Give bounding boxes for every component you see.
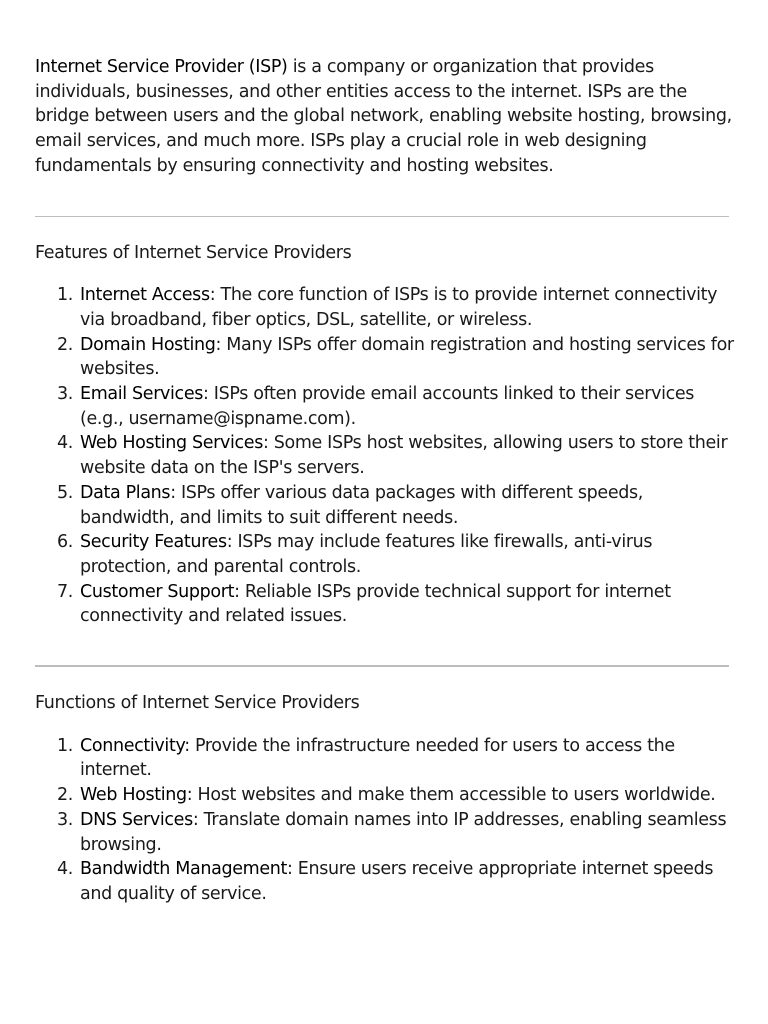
list-number: 4. [57, 859, 73, 880]
item-term: Data Plans [80, 482, 171, 503]
features-list [35, 283, 735, 629]
item-text: : Host websites and make them accessible to users worldwide. [186, 785, 716, 806]
list-item [35, 283, 735, 332]
intro-term: Internet Service Provider (ISP) [35, 57, 288, 77]
list-number: 2. [57, 334, 73, 355]
section-divider [35, 665, 729, 667]
list-item [35, 734, 735, 783]
list-number: 4. [57, 433, 73, 454]
list-item [35, 808, 735, 857]
item-term: Security Features [80, 532, 227, 553]
functions-heading: Functions of Internet Service Providers [35, 693, 360, 714]
list-item [35, 431, 735, 480]
list-item [35, 382, 735, 431]
item-text: : ISPs often provide email accounts linked to their services (e.g., username@ispname.com). [80, 384, 695, 429]
list-number: 5. [57, 482, 73, 503]
item-term: Web Hosting Services [80, 433, 263, 454]
list-item [35, 481, 735, 530]
item-text: : ISPs may include features like firewalls, anti-virus protection, and parental controls. [80, 532, 653, 577]
list-item [35, 783, 735, 808]
section-divider [35, 216, 729, 217]
item-text: : ISPs offer various data packages with different speeds, bandwidth, and limits to suit different needs. [80, 482, 644, 528]
item-term: Customer Support [80, 581, 235, 602]
item-term: Email Services [80, 384, 204, 405]
list-item [35, 857, 735, 906]
list-item [35, 530, 735, 579]
list-number: 7. [57, 581, 73, 602]
item-term: Connectivity [80, 735, 185, 756]
item-text: : Ensure users receive appropriate internet speeds and quality of service. [80, 859, 714, 904]
item-term: Bandwidth Management [80, 859, 288, 880]
item-term: Web Hosting [80, 785, 187, 806]
list-number: 1. [57, 735, 73, 756]
features-heading: Features of Internet Service Providers [35, 242, 352, 263]
list-number: 6. [57, 532, 73, 553]
intro-paragraph [35, 55, 735, 179]
list-item [35, 333, 735, 382]
list-number: 2. [57, 785, 73, 806]
item-text: : The core function of ISPs is to provide internet connectivity via broadband, fiber optics, DSL, satellite, or wireless. [80, 285, 718, 330]
item-text: : Some ISPs host websites, allowing users to store their website data on the ISP's servers. [80, 433, 728, 479]
item-text: : Many ISPs offer domain registration and hosting services for websites. [80, 334, 734, 380]
item-text: : Reliable ISPs provide technical support for internet connectivity and related issues. [80, 581, 671, 627]
list-item [35, 580, 735, 629]
item-text: : Translate domain names into IP addresses, enabling seamless browsing. [80, 809, 727, 855]
item-term: Internet Access [80, 285, 210, 306]
item-text: : Provide the infrastructure needed for users to access the internet. [80, 735, 675, 781]
item-term: Domain Hosting [80, 334, 216, 355]
functions-list [35, 734, 735, 907]
document-page [35, 55, 735, 907]
list-number: 1. [57, 285, 73, 306]
list-number: 3. [57, 384, 73, 405]
item-term: DNS Services [80, 809, 193, 830]
intro-text: is a company or organization that provides individuals, businesses, and other entities access to the internet. ISPs are the bridge between users and the global network, enabling website hosting, browsing, email services, and much more. ISPs play a crucial role in web designing fundamentals by ensuring connectivity and hosting websites. [35, 57, 732, 176]
list-number: 3. [57, 809, 73, 830]
